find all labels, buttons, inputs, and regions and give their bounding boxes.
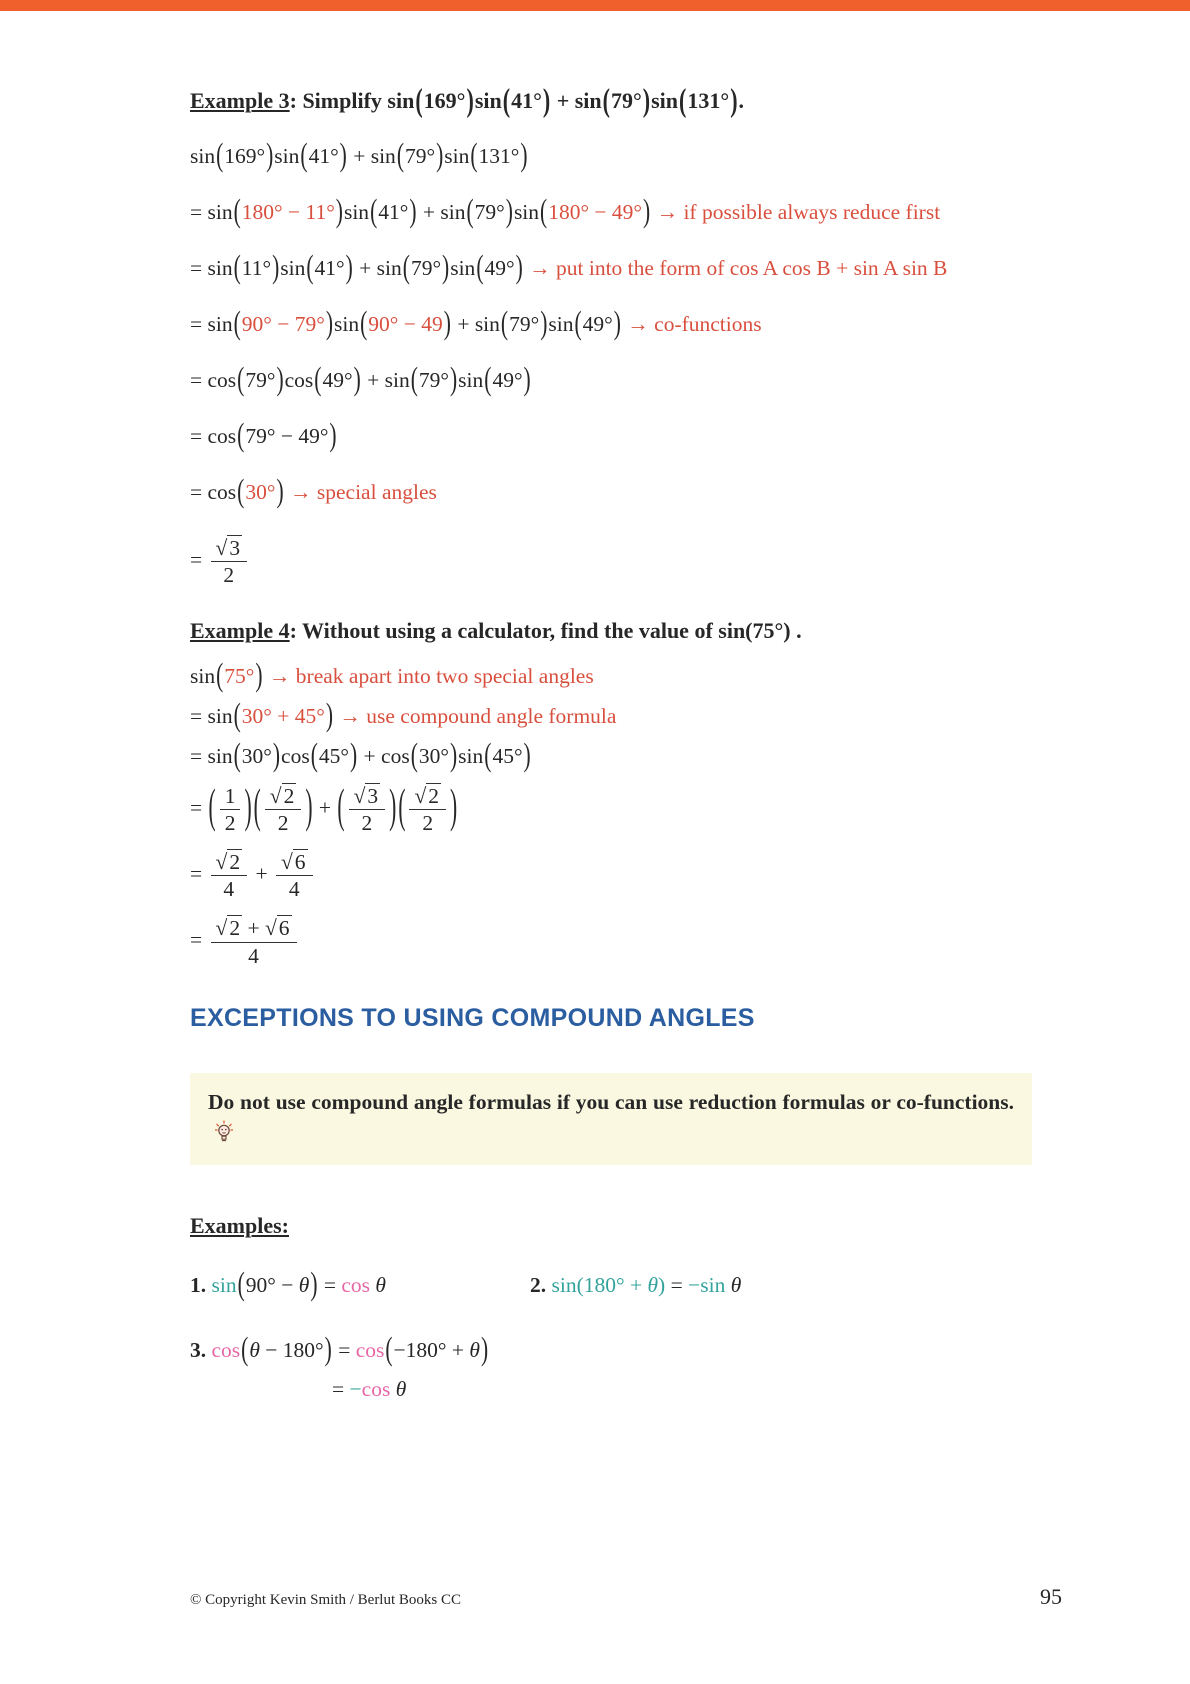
square-root: √2 [215,916,241,941]
math-segment: + sin [451,312,500,336]
math-segment: → break apart into two special angles [263,664,594,689]
math-segment: θ [395,1376,407,1401]
math-segment: sin [274,144,300,168]
math-segment: = [318,1272,342,1297]
paren: ) [255,657,263,694]
paren: ( [253,779,261,832]
paren: ( [540,193,548,230]
math-segment: 79° [410,256,442,280]
math-segment: cos [341,1272,376,1297]
math-segment: + cos [358,744,410,769]
paren: ) [276,473,284,510]
math-segment: + sin [551,88,602,113]
paren: ( [241,1331,249,1368]
math-segment: 131° [687,88,730,113]
math-segment: 90° − 79° [241,312,325,336]
math-segment: = cos [190,480,237,504]
example-item-1 [190,1266,530,1303]
math-segment: sin [343,200,370,224]
math-segment: 79° [418,368,449,392]
math-segment: 49° [322,368,353,392]
math-segment: = [332,1376,350,1401]
math-segment: = sin [190,256,233,280]
paren: ( [337,779,345,832]
example3-heading [190,80,1050,119]
paren: ( [233,249,241,286]
math-segment: sin [651,88,679,113]
paren: ( [410,737,418,774]
paren: ( [216,657,224,694]
math-segment: cos [281,744,310,769]
math-segment: 49° [484,256,515,280]
math-segment: sin [474,88,502,113]
math-segment: sin(180° + [551,1272,648,1297]
fraction [211,916,297,967]
math-segment: 30° + 45° [241,704,325,729]
math-segment: + sin [347,144,396,168]
math-segment: sin [513,200,540,224]
math-segment: cos [211,1337,241,1362]
math-segment: θ [298,1272,310,1297]
paren: ( [602,80,610,119]
paren: ) [389,779,397,832]
math-segment: Example 3 [190,88,290,113]
paren: ( [476,249,484,286]
math-line [190,193,1050,230]
math-segment: 79° [474,200,505,224]
section-title: EXCEPTIONS TO USING COMPOUND ANGLES [190,1003,755,1032]
example3-worked-solution [190,137,1050,588]
paren: ( [306,249,314,286]
paren: ( [385,1331,393,1368]
math-segment: 11° [241,256,272,280]
paren: ) [329,417,337,454]
math-segment: + [250,861,273,886]
paren: ) [613,305,621,342]
math-segment: + [242,916,265,941]
math-segment: 49° [582,312,613,336]
math-segment: sin [387,88,415,113]
paren: ( [233,305,241,342]
paren: ) [305,779,313,832]
paren: ) [350,737,358,774]
paren: ) [324,1331,332,1368]
math-segment: 45° [318,744,349,769]
fraction [276,850,313,901]
math-line [190,417,1050,454]
math-line [190,536,1050,587]
math-segment: 2. [530,1272,552,1297]
math-segment: 4 [288,877,300,902]
math-segment: sin [334,312,360,336]
paren: ( [208,779,216,832]
paren: ) [540,305,548,342]
note-box [190,1073,1032,1165]
paren: ( [314,361,322,398]
paren: ) [353,361,361,398]
math-line [190,850,1050,901]
math-segment: → special angles [284,480,437,504]
paren: ) [642,80,651,119]
math-segment: 180° − 11° [241,200,335,224]
paren: ( [233,737,241,774]
math-segment: sin [458,744,484,769]
examples-row [190,1266,1050,1303]
page-content [190,80,1050,1402]
fraction [409,784,446,835]
math-segment: 1. [190,1272,212,1297]
math-segment: = sin [190,200,233,224]
math-segment: sin [458,368,484,392]
math-segment: . [738,88,745,113]
paren: ( [233,193,241,230]
math-segment: ) [658,1272,666,1297]
math-segment: → put into the form of cos A cos B + sin A sin B [523,256,948,280]
note-text: Do not use compound angle formulas if you can use reduction formulas or co-functions. [208,1089,1014,1114]
math-segment: sin [444,144,470,168]
math-segment: 41° [308,144,339,168]
paren: ) [515,249,523,286]
paren: ( [300,137,308,174]
example-item-3-continued [332,1377,1050,1402]
math-segment: 169° [224,144,266,168]
example-item-3 [190,1331,1050,1368]
math-segment: cos [355,1337,385,1362]
fraction [265,784,302,835]
math-segment: = [190,795,208,820]
math-segment: → if possible always reduce first [651,200,941,224]
square-root: √3 [353,784,379,809]
math-segment: 2 [224,811,236,836]
paren: ) [325,305,334,342]
square-root: √2 [414,784,440,809]
math-segment: sin [280,256,306,280]
paren: ( [370,193,378,230]
paren: ) [339,137,347,174]
paren: ( [502,80,511,119]
paren: ) [325,697,334,734]
paren: ) [466,80,474,119]
paren: ( [398,779,406,832]
square-root: √3 [215,536,241,560]
paren: ) [266,137,274,174]
math-line [190,737,1050,774]
paren: ( [410,361,418,398]
paren: ) [442,249,450,286]
math-segment: θ [249,1337,260,1362]
math-segment: sin [450,256,476,280]
paren: ) [436,137,444,174]
math-line [190,249,1050,286]
math-segment: sin [190,664,216,689]
math-segment: 79° [509,312,540,336]
math-segment: 169° [423,88,466,113]
paren: ( [237,361,245,398]
math-line [190,361,1050,398]
math-segment: sin [548,312,574,336]
paren: ( [237,473,245,510]
math-segment: θ [730,1272,742,1297]
math-segment: 4 [248,943,259,968]
math-segment: 2 [223,563,235,588]
math-segment: 30° [241,744,272,769]
fraction [211,850,248,901]
math-segment: 2 [361,811,373,836]
math-segment: = [190,861,208,886]
math-line [190,916,1050,967]
math-segment: 79° [245,368,276,392]
math-segment: θ [375,1272,386,1297]
math-segment: − [349,1376,362,1401]
math-segment: = cos [190,424,237,448]
paren: ( [415,80,423,119]
paren: ( [216,137,224,174]
math-segment: 3. [190,1337,212,1362]
paren: ( [396,137,404,174]
paren: ( [484,361,492,398]
math-line [190,697,1050,734]
math-segment: = cos [190,368,237,392]
math-segment: 131° [478,144,520,168]
page-footer [190,1584,1062,1610]
paren: ) [450,779,458,832]
paren: ) [505,193,513,230]
math-segment: 30° [245,480,276,504]
paren: ( [470,137,478,174]
paren: ) [643,193,651,230]
math-segment: → co-functions [621,312,762,336]
math-segment: 2 [277,811,289,836]
example4-worked-solution [190,657,1050,968]
paren: ) [409,193,417,230]
math-segment: 41° [511,88,542,113]
math-segment: = [190,547,208,572]
paren: ( [237,1266,245,1303]
example-item-2 [530,1273,741,1298]
math-segment: 1 [224,784,236,809]
paren: ( [679,80,687,119]
math-segment: + sin [417,200,466,224]
square-root: √2 [215,850,241,875]
paren: ( [237,417,245,454]
math-segment: θ [647,1272,659,1297]
math-segment: = [332,1337,356,1362]
paren: ) [542,80,551,119]
math-segment: 79° [610,88,642,113]
paren: ( [360,305,368,342]
math-segment: 180° − 49° [548,200,643,224]
paren: ) [310,1266,318,1303]
paren: ( [466,193,474,230]
math-segment: = sin [190,312,233,336]
math-segment: sin [190,144,216,168]
paren: ) [450,737,458,774]
paren: ) [345,249,353,286]
math-segment: 90° − 49 [368,312,443,336]
square-root: √6 [264,916,290,941]
paren: ( [233,697,241,734]
paren: ) [244,779,252,832]
paren: ) [523,737,531,774]
square-root: √6 [280,850,306,875]
paren: ) [523,361,531,398]
math-segment: + sin [361,368,410,392]
math-segment: 41° [314,256,345,280]
paren: ) [450,361,458,398]
math-segment: Example 4 [190,618,290,644]
math-segment: cos [284,368,314,392]
paren: ( [484,737,492,774]
math-line [190,779,1050,836]
paren: ) [335,193,343,230]
paren: ( [500,305,509,342]
paren: ) [272,249,280,286]
math-segment: 45° [492,744,523,769]
example4-heading [190,618,1050,644]
math-segment: 2 [422,811,434,836]
math-segment: 49° [492,368,523,392]
math-segment: 41° [378,200,409,224]
math-segment: 90° − [245,1272,299,1297]
square-root: √2 [269,784,295,809]
math-segment: 30° [418,744,449,769]
math-segment: 4 [223,877,235,902]
paren: ( [310,737,318,774]
math-segment: −sin [688,1272,731,1297]
math-line [190,657,1050,694]
math-segment: −180° + [393,1337,470,1362]
math-segment: : Without using a calculator, find the value of sin(75°) . [289,618,802,644]
paren: ) [730,80,738,119]
math-segment: cos [361,1376,396,1401]
lightbulb-icon [214,1120,234,1144]
math-segment: → use compound angle formula [334,704,617,729]
paren: ) [272,737,281,774]
paren: ) [520,137,528,174]
math-segment: 75° [224,664,255,689]
math-segment: 79° − 49° [245,424,329,448]
copyright-text: © Copyright Kevin Smith / Berlut Books CC [190,1592,461,1608]
math-segment: sin [211,1272,237,1297]
page-number: 95 [1040,1584,1062,1609]
math-line [190,473,1050,510]
math-segment: = [665,1272,689,1297]
paren: ) [480,1331,489,1368]
paren: ) [276,361,284,398]
examples-label: Examples: [190,1212,289,1238]
math-segment: 79° [404,144,436,168]
math-segment: + [313,795,337,820]
fraction [211,536,248,587]
paren: ( [574,305,582,342]
math-segment: = [190,927,208,952]
top-accent-bar [0,0,1190,11]
math-line [190,305,1050,342]
paren: ) [443,305,451,342]
math-line [190,137,1050,174]
math-segment: : Simplify [289,88,388,113]
math-segment: θ [469,1337,480,1362]
math-segment: = sin [190,704,233,729]
fraction [349,784,386,835]
math-segment: − 180° [259,1337,324,1362]
math-segment: = sin [190,744,233,769]
fraction [220,784,241,835]
paren: ( [402,249,410,286]
math-segment: + sin [353,256,402,280]
